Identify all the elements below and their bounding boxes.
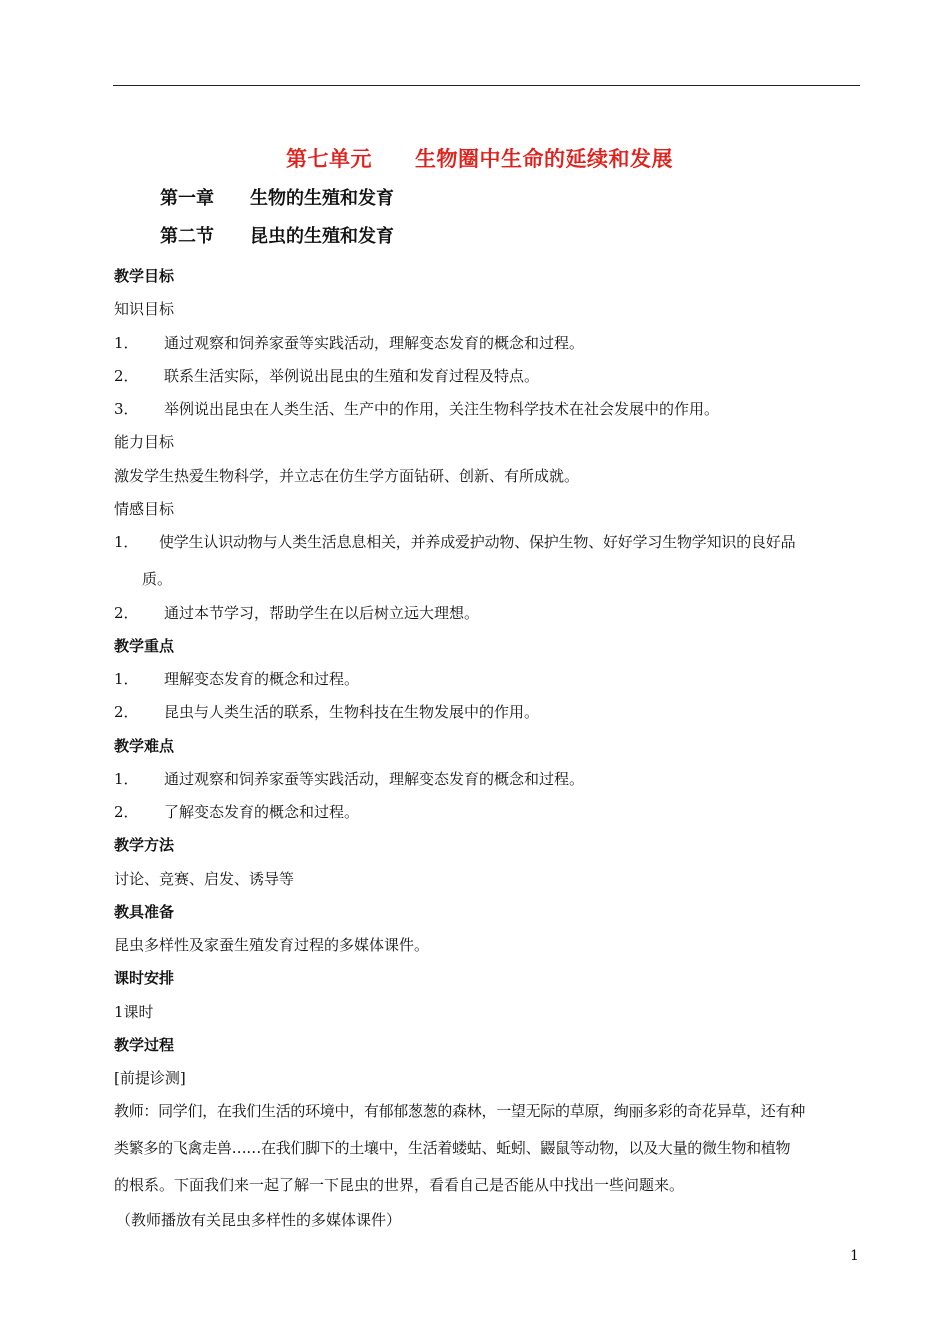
process-paragraph-line: 的根系。下面我们来一起了解一下昆虫的世界，看看自己是否能从中找出一些问题来。 — [114, 1176, 685, 1194]
knowledge-item: 3． 举例说出昆虫在人类生活、生产中的作用，关注生物科学技术在社会发展中的作用。 — [114, 400, 720, 418]
keypoints-item: 2． 昆虫与人类生活的联系，生物科技在生物发展中的作用。 — [114, 703, 540, 721]
chapter-heading: 第一章 生物的生殖和发育 — [160, 188, 394, 209]
difficulties-heading: 教学难点 — [114, 737, 175, 755]
objectives-heading: 教学目标 — [114, 267, 175, 285]
process-paragraph-line: 类繁多的飞禽走兽……在我们脚下的土壤中，生活着蝼蛄、蚯蚓、鼹鼠等动物，以及大量的微生物和植物 — [114, 1139, 791, 1157]
process-paragraph-line: 教师：同学们，在我们生活的环境中，有郁郁葱葱的森林，一望无际的草原，绚丽多彩的奇花异草，还有种 — [114, 1102, 805, 1120]
methods-text: 讨论、竞赛、启发、诱导等 — [114, 870, 295, 888]
materials-text: 昆虫多样性及家蚕生殖发育过程的多媒体课件。 — [114, 936, 430, 954]
materials-heading: 教具准备 — [114, 903, 175, 921]
schedule-heading: 课时安排 — [114, 969, 175, 987]
header-rule — [113, 85, 860, 86]
methods-heading: 教学方法 — [114, 836, 175, 854]
process-subheading: [前提诊测] — [114, 1069, 186, 1087]
knowledge-item: 1． 通过观察和饲养家蚕等实践活动，理解变态发育的概念和过程。 — [114, 334, 585, 352]
emotion-item: 1． 使学生认识动物与人类生活息息相关，并养成爱护动物、保护生物、好好学习生物学知识的良好品 — [114, 533, 796, 551]
section-heading: 第二节 昆虫的生殖和发育 — [160, 226, 394, 247]
emotion-item: 2． 通过本节学习，帮助学生在以后树立远大理想。 — [114, 604, 480, 622]
emotion-item-continued: 质。 — [142, 570, 173, 588]
schedule-text: 1课时 — [114, 1003, 154, 1021]
keypoints-heading: 教学重点 — [114, 637, 175, 655]
process-heading: 教学过程 — [114, 1036, 175, 1054]
emotion-heading: 情感目标 — [114, 500, 175, 518]
difficulties-item: 1． 通过观察和饲养家蚕等实践活动，理解变态发育的概念和过程。 — [114, 770, 585, 788]
knowledge-heading: 知识目标 — [114, 300, 175, 318]
page-number: 1 — [850, 1248, 859, 1264]
difficulties-item: 2． 了解变态发育的概念和过程。 — [114, 803, 360, 821]
knowledge-item: 2． 联系生活实际，举例说出昆虫的生殖和发育过程及特点。 — [114, 367, 540, 385]
unit-title: 第七单元 生物圈中生命的延续和发展 — [286, 147, 673, 171]
ability-heading: 能力目标 — [114, 433, 175, 451]
process-note: （教师播放有关昆虫多样性的多媒体课件） — [116, 1211, 402, 1229]
keypoints-item: 1． 理解变态发育的概念和过程。 — [114, 670, 360, 688]
ability-text: 激发学生热爱生物科学，并立志在仿生学方面钻研、创新、有所成就。 — [114, 467, 580, 485]
